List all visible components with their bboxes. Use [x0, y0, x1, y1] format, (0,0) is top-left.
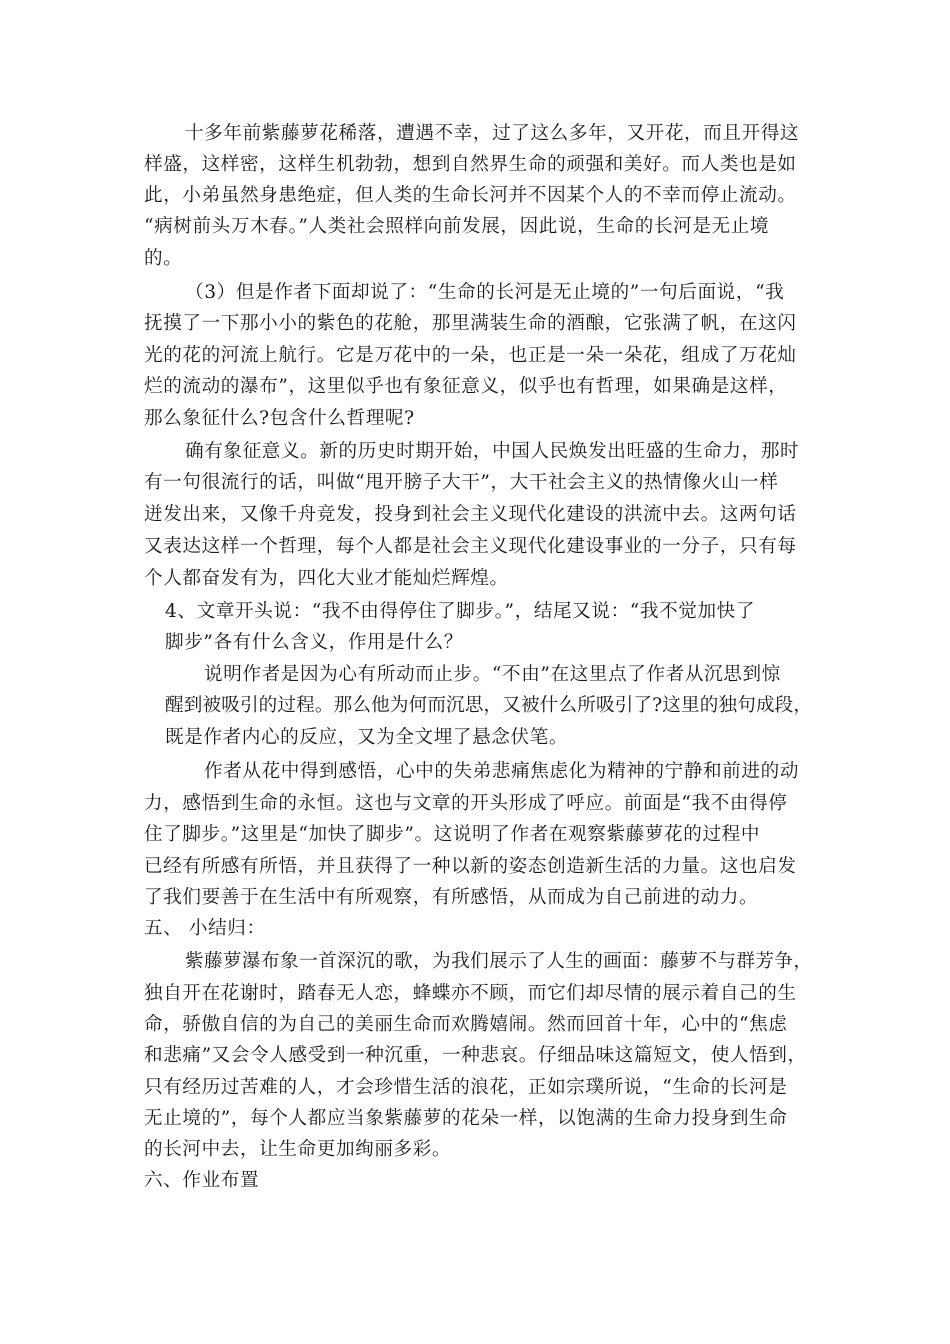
section-heading: 六、作业布置	[144, 1170, 260, 1191]
paragraph-line: 住了脚步。”这里是“加快了脚步”。这说明了作者在观察紫藤萝花的过程中	[144, 824, 761, 845]
paragraph-line: 无止境的”，每个人都应当象紫藤萝的花朵一样，以饱满的生命力投身到生命	[144, 1108, 788, 1129]
paragraph-line: 的长河中去，让生命更加绚丽多彩。	[144, 1139, 452, 1160]
paragraph-line: 烂的流动的瀑布”，这里似乎也有象征意义，似乎也有哲理，如果确是这样，	[144, 376, 788, 397]
paragraph-line: 迸发出来，又像千舟竞发，投身到社会主义现代化建设的洪流中去。这两句话	[144, 504, 797, 525]
section-heading: 五、 小结归：	[144, 918, 266, 939]
paragraph-line: 已经有所感有所悟，并且获得了一种以新的姿态创造新生活的力量。这也启发	[144, 856, 797, 877]
paragraph-line: 的。	[144, 248, 183, 269]
paragraph-line: 作者从花中得到感悟，心中的失弟悲痛焦虑化为精神的宁静和前进的动	[204, 761, 800, 782]
paragraph-line: 紫藤萝瀑布象一首深沉的歌，为我们展示了人生的画面：藤萝不与群芳争，	[185, 951, 813, 972]
paragraph-line: 确有象征意义。新的历史时期开始，中国人民焕发出旺盛的生命力，那时	[185, 441, 800, 462]
paragraph-line: 只有经历过苦难的人，才会珍惜生活的浪花，正如宗璞所说，“生命的长河是	[144, 1077, 788, 1098]
paragraph-line: 命，骄傲自信的为自己的美丽生命而欢腾嬉闹。然而回首十年，心中的“焦虑	[144, 1014, 788, 1035]
question-line: 4、文章开头说：“我不由得停住了脚步。”，结尾又说：“我不觉加快了	[165, 601, 756, 622]
paragraph-line: 有一句很流行的话，叫做“甩开膀子大干”，大干社会主义的热情像火山一样	[144, 472, 779, 493]
paragraph-line: “病树前头万木春。”人类社会照样向前发展，因此说，生命的长河是无止境	[144, 216, 770, 237]
paragraph-line: 和悲痛”又会令人感受到一种沉重，一种悲哀。仔细品味这篇短文，使人悟到，	[144, 1045, 807, 1066]
paragraph-line: 光的花的河流上航行。它是万花中的一朵，也正是一朵一朵花，组成了万花灿	[144, 345, 797, 366]
paragraph-line: 又表达这样一个哲理，每个人都是社会主义现代化建设事业的一分子，只有每	[144, 536, 797, 557]
paragraph-line: 那么象征什么?包含什么哲理呢?	[144, 408, 415, 429]
paragraph-line: 独自开在花谢时，踏春无人恋，蜂蝶亦不顾，而它们却尽情的展示着自己的生	[144, 983, 797, 1004]
paragraph-line: 抚摸了一下那小小的紫色的花舱，那里满装生命的酒酿，它张满了帆，在这闪	[144, 313, 797, 334]
paragraph-line: 醒到被吸引的过程。那么他为何而沉思，又被什么所吸引了?这里的独句成段，	[165, 695, 813, 716]
paragraph-line: 说明作者是因为心有所动而止步。“不由”在这里点了作者从沉思到惊	[204, 664, 781, 685]
paragraph-line: 既是作者内心的反应，又为全文埋了悬念伏笔。	[165, 727, 569, 748]
question-line: 脚步”各有什么含义，作用是什么？	[165, 632, 464, 653]
paragraph-line: 了我们要善于在生活中有所观察，有所感悟，从而成为自己前进的动力。	[144, 887, 759, 908]
paragraph-line: （3）但是作者下面却说了：“生命的长河是无止境的”一句后面说，“我	[185, 282, 785, 303]
paragraph-line: 个人都奋发有为，四化大业才能灿烂辉煌。	[144, 568, 509, 589]
paragraph-line: 力，感悟到生命的永恒。这也与文章的开头形成了呼应。前面是“我不由得停	[144, 793, 788, 814]
paragraph-line: 十多年前紫藤萝花稀落，遭遇不幸，过了这么多年，又开花，而且开得这	[185, 123, 800, 144]
paragraph-line: 此，小弟虽然身患绝症，但人类的生命长河并不因某个人的不幸而停止流动。	[144, 185, 797, 206]
paragraph-line: 样盛，这样密，这样生机勃勃，想到自然界生命的顽强和美好。而人类也是如	[144, 154, 797, 175]
